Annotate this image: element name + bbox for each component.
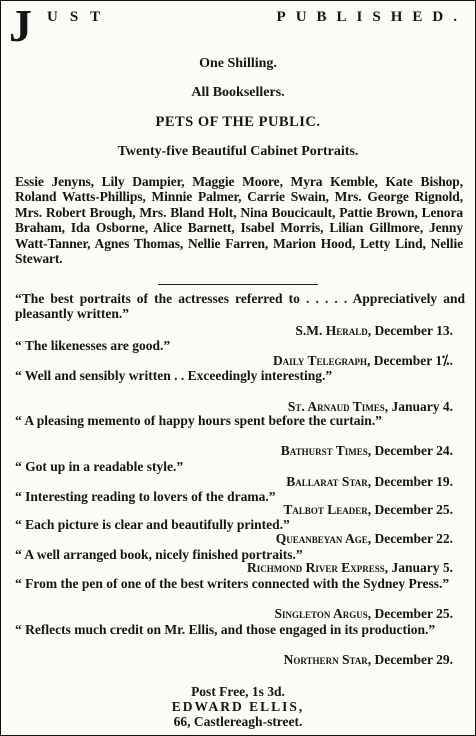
divider	[158, 284, 318, 285]
review-source	[281, 443, 453, 458]
review-date: , December 1⁒.	[367, 353, 453, 368]
review-paper: Bathurst Times	[280, 443, 368, 458]
review-source	[275, 606, 453, 621]
review-quote: “ Each picture is clear and beautifully printed.”	[15, 517, 290, 532]
review-date: , December 13.	[367, 323, 453, 338]
review-paper: Talbot Leader	[283, 502, 368, 517]
price-line: One Shilling.	[199, 56, 277, 71]
review-date: , January 4.	[384, 399, 453, 414]
review-date: , December 25.	[367, 502, 453, 517]
booksellers-line: All Booksellers.	[191, 85, 285, 100]
publisher-name: EDWARD ELLIS,	[171, 699, 305, 714]
postage-line: Post Free, 1s 3d.	[191, 684, 285, 699]
review-date: , December 19.	[367, 474, 453, 489]
review-quote: “ Got up in a readable style.”	[15, 459, 184, 474]
review-source	[284, 652, 453, 667]
review-quote: “ A well arranged book, nicely finished portraits.”	[15, 547, 303, 562]
review-source	[286, 474, 453, 489]
dropcap-letter: J	[9, 0, 32, 51]
book-subtitle: Twenty-five Beautiful Cabinet Portraits.	[117, 144, 359, 159]
review-date: , December 29.	[367, 652, 453, 667]
review-date: , December 22.	[367, 531, 453, 546]
review-paper: Ballarat Star	[286, 474, 368, 489]
review-date: , December 25.	[367, 606, 453, 621]
review-source	[276, 531, 453, 546]
review-quote: “ From the pen of one of the best writers connected with the Sydney Press.”	[15, 576, 450, 591]
header-just: UST	[47, 9, 113, 25]
review-quote: “ Well and sensibly written . . Exceedingly interesting.”	[15, 368, 333, 383]
review-date: , December 24.	[367, 443, 453, 458]
review-source	[273, 353, 453, 368]
review-paper: Northern Star	[283, 652, 368, 667]
review-paper: St. Arnaud Times	[287, 399, 385, 414]
header	[9, 0, 467, 51]
portrait-names: Essie Jenyns, Lily Dampier, Maggie Moore, Myra Kemble, Kate Bishop, Roland Watts-Phillips, Minnie Palmer, Carrie Swain, Mrs. George Rignold, Mrs. Robert Brough, Mrs. Bland Holt, Nina Boucicault, Pattie Brown, Lenora Braham, Ida Osborne, Alice Barnett, Isabel Morris, Lilian Gillmore, Jenny Watt-Tanner, Agnes Thomas, Nellie Farren, Marion Hood, Letty Lind, Nellie Stewart.	[15, 174, 463, 267]
review-paper: Richmond River Express	[246, 560, 385, 575]
review-source	[283, 502, 453, 517]
review-paper: Queanbeyan Age	[275, 531, 368, 546]
review-quote: “ A pleasing memento of happy hours spent before the curtain.”	[15, 413, 382, 428]
review-paper: Singleton Argus	[274, 606, 368, 621]
review-source	[288, 399, 453, 414]
review-quote: “The best portraits of the actresses referred to . . . . . Appreciatively and pleasantly written.”	[15, 291, 465, 321]
review-source	[295, 323, 453, 338]
review-date: , January 5.	[384, 560, 453, 575]
review-quote: “ Reflects much credit on Mr. Ellis, and those engaged in its production.”	[15, 622, 436, 637]
book-title: PETS OF THE PUBLIC.	[155, 114, 321, 130]
header-published: PUBLISHED.	[276, 9, 467, 25]
review-quote: “ Interesting reading to lovers of the drama.”	[15, 489, 276, 504]
review-paper: Daily Telegraph	[272, 353, 368, 368]
review-source	[247, 560, 453, 575]
review-paper: S.M. Herald	[295, 323, 368, 338]
publisher-address: 66, Castlereagh-street.	[173, 714, 303, 729]
review-quote: “ The likenesses are good.”	[15, 338, 171, 353]
